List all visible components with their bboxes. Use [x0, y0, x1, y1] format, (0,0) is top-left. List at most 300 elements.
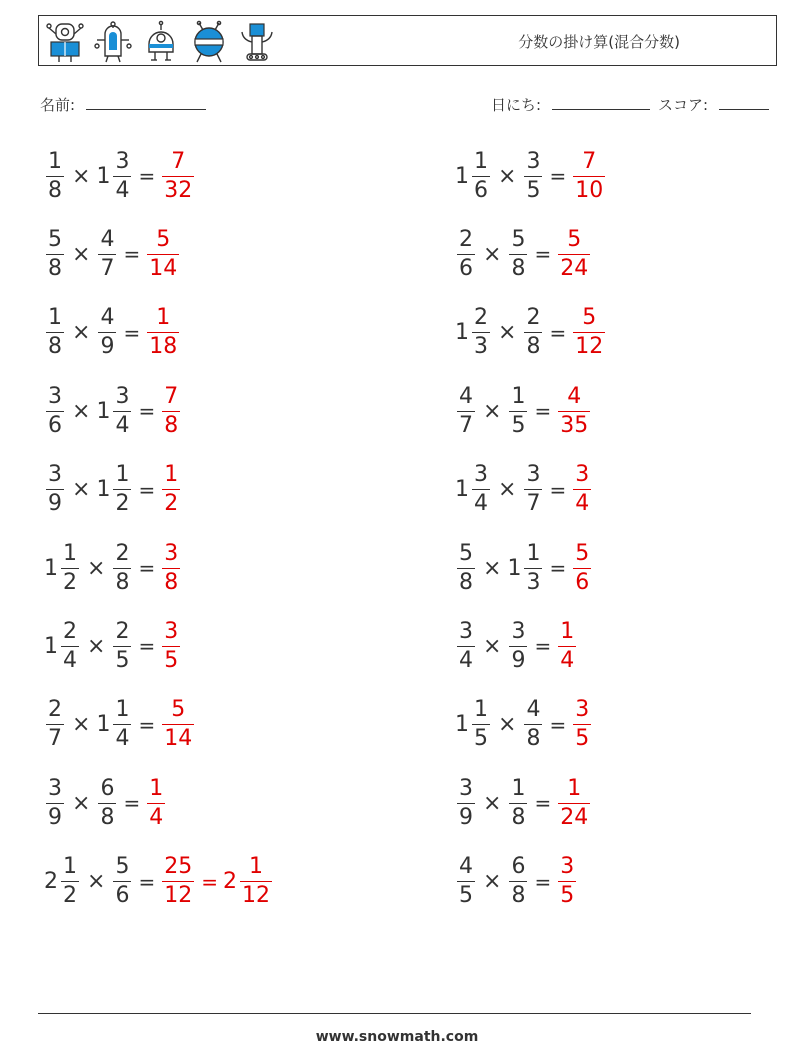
footer-divider [38, 1013, 751, 1014]
equals-sign: = [534, 399, 552, 424]
equals-sign: = [549, 164, 567, 188]
problem-19 [44, 846, 274, 918]
denominator: 8 [511, 804, 526, 830]
operand-b [113, 540, 131, 595]
equals-sign: = [138, 164, 156, 188]
fraction-bar [558, 411, 590, 412]
numerator: 4 [567, 383, 582, 409]
answer [556, 383, 592, 438]
equals-sign: = [138, 712, 156, 737]
operand-b [113, 148, 131, 203]
fraction-bar [46, 176, 64, 177]
header-box [38, 15, 777, 66]
denominator: 5 [459, 883, 473, 909]
operand-b [98, 775, 116, 830]
equals-sign: = [138, 477, 156, 502]
problem-12 [455, 532, 593, 604]
numerator: 2 [115, 540, 130, 566]
problem-3 [44, 218, 181, 290]
fraction-bar [524, 568, 542, 569]
problem-9 [44, 454, 182, 526]
numerator: 3 [459, 775, 473, 801]
numerator: 3 [511, 618, 526, 644]
denominator: 10 [575, 177, 604, 203]
operand-a [472, 307, 490, 358]
problem-8 [455, 375, 592, 447]
answer-fraction [162, 464, 180, 515]
date-label: 日にち: [491, 96, 542, 114]
date-field[interactable] [491, 94, 650, 115]
fraction-bar [113, 724, 131, 725]
denominator: 24 [560, 804, 589, 830]
fraction-bar [558, 646, 576, 647]
answer-fraction [573, 540, 591, 595]
fraction-bar [61, 646, 79, 647]
answer-mixed [240, 856, 272, 907]
fraction-bar [457, 254, 475, 255]
numerator: 6 [511, 854, 526, 880]
numerator: 3 [115, 383, 130, 409]
denominator: 2 [63, 883, 77, 909]
operand-a [457, 856, 475, 907]
operand-b [524, 540, 542, 595]
answer [571, 699, 593, 750]
whole-number: 1 [96, 163, 111, 189]
numerator: 1 [48, 305, 62, 331]
fraction-bar [472, 724, 490, 725]
numerator: 25 [164, 854, 193, 880]
denominator: 2 [164, 491, 179, 517]
numerator: 4 [459, 854, 473, 880]
denominator: 4 [115, 726, 130, 752]
numerator: 1 [511, 383, 526, 409]
worksheet-title: 分数の掛け算(混合分数) [518, 33, 680, 51]
answer-fraction [162, 148, 194, 203]
numerator: 2 [48, 697, 62, 723]
whole-number: 1 [96, 398, 111, 424]
denominator: 12 [164, 883, 193, 909]
denominator: 5 [164, 647, 179, 673]
fraction-bar [457, 411, 475, 412]
operand-b [509, 383, 527, 438]
operand-b [524, 464, 542, 515]
operand-b [113, 699, 131, 750]
numerator: 2 [474, 305, 488, 331]
answer-fraction [573, 699, 591, 750]
operand-b [113, 856, 131, 907]
fraction-bar [558, 254, 590, 255]
operand-a [457, 775, 475, 830]
problem-14 [455, 610, 578, 682]
fraction-bar [509, 881, 527, 882]
equals-sign: = [534, 242, 552, 267]
denominator: 7 [526, 491, 541, 517]
numerator: 5 [156, 226, 171, 252]
times-sign: × [498, 320, 517, 346]
equals-sign: = [549, 477, 567, 502]
times-sign: × [87, 869, 106, 895]
fraction-bar [61, 881, 79, 882]
answer-fraction [162, 540, 180, 595]
fraction-bar [147, 332, 179, 333]
fraction-bar [457, 881, 475, 882]
fraction-bar [46, 411, 64, 412]
denominator: 6 [474, 177, 488, 203]
denominator: 3 [526, 569, 541, 595]
fraction-bar [457, 803, 475, 804]
fraction-bar [162, 724, 194, 725]
fraction-bar [524, 724, 542, 725]
numerator: 4 [100, 305, 115, 331]
numerator: 2 [526, 305, 541, 331]
fraction-bar [61, 568, 79, 569]
fraction-bar [46, 254, 64, 255]
fraction-bar [509, 646, 527, 647]
times-sign: × [72, 163, 91, 189]
denominator: 14 [149, 255, 178, 281]
equals-sign: = [123, 791, 141, 816]
operand-a [46, 464, 64, 515]
denominator: 4 [149, 804, 164, 830]
numerator: 3 [526, 462, 541, 488]
denominator: 4 [575, 491, 590, 517]
operand-b [509, 856, 527, 907]
numerator: 7 [164, 383, 179, 409]
times-sign: × [483, 869, 502, 895]
numerator: 5 [582, 305, 597, 331]
denominator: 14 [164, 726, 193, 752]
answer [556, 856, 578, 907]
answer [145, 226, 181, 281]
denominator: 7 [459, 412, 473, 438]
robot-capsule-icon [93, 20, 133, 64]
numerator: 3 [575, 462, 590, 488]
operand-a [46, 148, 64, 203]
name-field[interactable] [40, 94, 206, 115]
numerator: 2 [115, 618, 130, 644]
whole-number: 1 [455, 712, 469, 738]
equals-sign: = [549, 712, 567, 737]
numerator: 1 [156, 305, 171, 331]
denominator: 8 [100, 804, 115, 830]
numerator: 1 [63, 854, 77, 880]
equals-sign: = [138, 399, 156, 424]
equals-sign: = [534, 869, 552, 894]
problem-17 [44, 767, 167, 839]
denominator: 6 [115, 883, 130, 909]
numerator: 4 [526, 697, 541, 723]
denominator: 4 [474, 491, 488, 517]
answer [160, 699, 196, 750]
fraction-bar [558, 881, 576, 882]
numerator: 1 [560, 618, 575, 644]
equals-sign: = [138, 634, 156, 659]
denominator: 8 [526, 334, 541, 360]
fraction-bar [113, 489, 131, 490]
operand-a [61, 856, 79, 907]
fraction-bar [524, 332, 542, 333]
denominator: 8 [511, 883, 526, 909]
times-sign: × [87, 633, 106, 659]
problem-13 [44, 610, 182, 682]
numerator: 3 [459, 618, 473, 644]
numerator: 5 [171, 697, 186, 723]
answer [571, 540, 593, 595]
whole-number: 1 [96, 477, 111, 503]
fraction-bar [113, 411, 131, 412]
fraction-bar [147, 803, 165, 804]
numerator: 1 [164, 462, 179, 488]
times-sign: × [87, 555, 106, 581]
denominator: 8 [526, 726, 541, 752]
times-sign: × [72, 241, 91, 267]
equals-sign: = [123, 320, 141, 345]
equals-sign: = [549, 320, 567, 345]
fraction-bar [457, 646, 475, 647]
answer-fraction [573, 464, 591, 515]
operand-b [113, 618, 131, 673]
numerator: 1 [474, 148, 488, 174]
answer-fraction [558, 856, 576, 907]
denominator: 5 [474, 726, 488, 752]
numerator: 3 [164, 618, 179, 644]
answer-fraction [162, 699, 194, 750]
fraction-bar [509, 411, 527, 412]
numerator: 1 [474, 697, 488, 723]
numerator: 1 [511, 775, 526, 801]
operand-b [98, 226, 116, 281]
denominator: 4 [560, 647, 575, 673]
denominator: 7 [48, 726, 62, 752]
fraction-bar [509, 803, 527, 804]
numerator: 5 [567, 226, 582, 252]
whole-number: 1 [455, 163, 469, 189]
problem-7 [44, 375, 182, 447]
numerator: 2 [63, 618, 77, 644]
operand-a [61, 618, 79, 673]
fraction-bar [573, 332, 605, 333]
answer-fraction [147, 775, 165, 830]
denominator: 8 [164, 412, 179, 438]
fraction-bar [573, 724, 591, 725]
denominator: 8 [164, 569, 179, 595]
operand-a [46, 226, 64, 281]
name-blank[interactable] [86, 95, 206, 110]
operand-b [113, 464, 131, 515]
fraction-bar [558, 803, 590, 804]
problem-11 [44, 532, 182, 604]
times-sign: × [498, 163, 517, 189]
name-label: 名前: [40, 96, 76, 114]
times-sign: × [72, 790, 91, 816]
problem-16 [455, 689, 593, 761]
times-sign: × [483, 633, 502, 659]
whole-number: 1 [44, 633, 58, 659]
footer-url: www.snowmath.com [315, 1029, 479, 1045]
fraction-bar [573, 176, 605, 177]
fraction-bar [98, 803, 116, 804]
equals-sign: = [201, 869, 218, 894]
equals-sign: = [534, 634, 552, 659]
fraction-bar [472, 489, 490, 490]
operand-b [509, 226, 527, 281]
denominator: 8 [115, 569, 130, 595]
answer [145, 775, 167, 830]
operand-a [46, 383, 64, 438]
numerator: 1 [567, 775, 582, 801]
whole-number: 1 [455, 320, 469, 346]
fraction-bar [457, 568, 475, 569]
times-sign: × [72, 477, 91, 503]
denominator: 5 [511, 412, 526, 438]
numerator: 1 [115, 697, 130, 723]
numerator: 4 [459, 383, 473, 409]
problem-2 [455, 140, 607, 212]
denominator: 5 [575, 726, 590, 752]
times-sign: × [498, 712, 517, 738]
operand-b [509, 775, 527, 830]
fraction-bar [162, 176, 194, 177]
times-sign: × [72, 320, 91, 346]
fraction-bar [162, 489, 180, 490]
denominator: 6 [48, 412, 62, 438]
answer-fraction [162, 856, 194, 907]
fraction-bar [573, 489, 591, 490]
operand-b [524, 307, 542, 358]
answer-fraction [573, 307, 605, 358]
denominator: 8 [48, 334, 62, 360]
denominator: 9 [511, 647, 526, 673]
fraction-bar [162, 411, 180, 412]
whole-number: 1 [44, 555, 58, 581]
numerator: 3 [48, 775, 62, 801]
whole-number: 1 [455, 477, 469, 503]
whole-number: 2 [222, 869, 237, 895]
denominator: 7 [100, 255, 115, 281]
fraction-bar [46, 332, 64, 333]
robot-ball-icon [189, 20, 229, 64]
fraction-bar [524, 489, 542, 490]
denominator: 8 [511, 255, 526, 281]
denominator: 5 [560, 883, 575, 909]
numerator: 3 [48, 383, 62, 409]
robot-antenna-icon [45, 20, 85, 64]
operand-b [524, 699, 542, 750]
numerator: 5 [459, 540, 473, 566]
problem-4 [455, 218, 592, 290]
numerator: 5 [575, 540, 590, 566]
denominator: 2 [63, 569, 77, 595]
numerator: 3 [526, 148, 541, 174]
problem-20 [455, 846, 578, 918]
score-blank[interactable] [719, 95, 769, 110]
numerator: 3 [164, 540, 179, 566]
numerator: 1 [48, 148, 62, 174]
fraction-bar [162, 881, 194, 882]
operand-a [46, 699, 64, 750]
answer [145, 307, 181, 358]
operand-b [113, 383, 131, 438]
denominator: 18 [149, 334, 178, 360]
fraction-bar [240, 881, 272, 882]
denominator: 4 [115, 412, 130, 438]
denominator: 9 [459, 804, 473, 830]
operand-b [98, 307, 116, 358]
denominator: 8 [48, 177, 62, 203]
problem-10 [455, 454, 593, 526]
whole-number: 1 [507, 555, 522, 581]
denominator: 5 [526, 177, 541, 203]
operand-a [472, 148, 490, 203]
numerator: 3 [115, 148, 130, 174]
numerator: 1 [115, 462, 130, 488]
answer-fraction [162, 618, 180, 673]
operand-a [46, 307, 64, 358]
answer-fraction [147, 226, 179, 281]
equals-sign: = [138, 556, 156, 580]
numerator: 3 [474, 462, 488, 488]
operand-a [457, 226, 475, 281]
denominator: 4 [63, 647, 77, 673]
problem-1 [44, 140, 196, 212]
fraction-bar [113, 568, 131, 569]
numerator: 1 [149, 775, 164, 801]
numerator: 3 [48, 462, 62, 488]
fraction-bar [162, 568, 180, 569]
denominator: 9 [48, 491, 62, 517]
answer [160, 618, 182, 673]
answer [556, 618, 578, 673]
robot-dome-icon [141, 20, 181, 64]
numerator: 1 [248, 854, 263, 880]
operand-a [472, 699, 490, 750]
times-sign: × [72, 398, 91, 424]
denominator: 4 [459, 647, 473, 673]
robot-tall-icon [237, 20, 277, 64]
denominator: 35 [560, 412, 589, 438]
problem-5 [44, 297, 181, 369]
answer [571, 464, 593, 515]
denominator: 5 [115, 647, 130, 673]
denominator: 12 [575, 334, 604, 360]
operand-a [457, 383, 475, 438]
denominator: 6 [575, 569, 590, 595]
fraction-bar [509, 254, 527, 255]
date-blank[interactable] [552, 95, 650, 110]
problem-15 [44, 689, 196, 761]
problem-18 [455, 767, 592, 839]
numerator: 4 [100, 226, 115, 252]
answer-fraction [558, 775, 590, 830]
denominator: 9 [100, 334, 115, 360]
numerator: 5 [48, 226, 62, 252]
answer [571, 307, 607, 358]
numerator: 2 [459, 226, 473, 252]
numerator: 1 [63, 540, 77, 566]
denominator: 8 [459, 569, 473, 595]
times-sign: × [72, 712, 91, 738]
numerator: 5 [511, 226, 526, 252]
denominator: 6 [459, 255, 473, 281]
operand-a [457, 618, 475, 673]
score-field[interactable] [658, 94, 769, 115]
numerator: 7 [171, 148, 186, 174]
fraction-bar [113, 176, 131, 177]
answer-fraction [573, 148, 605, 203]
equals-sign: = [549, 556, 567, 580]
operand-b [524, 148, 542, 203]
times-sign: × [483, 555, 502, 581]
